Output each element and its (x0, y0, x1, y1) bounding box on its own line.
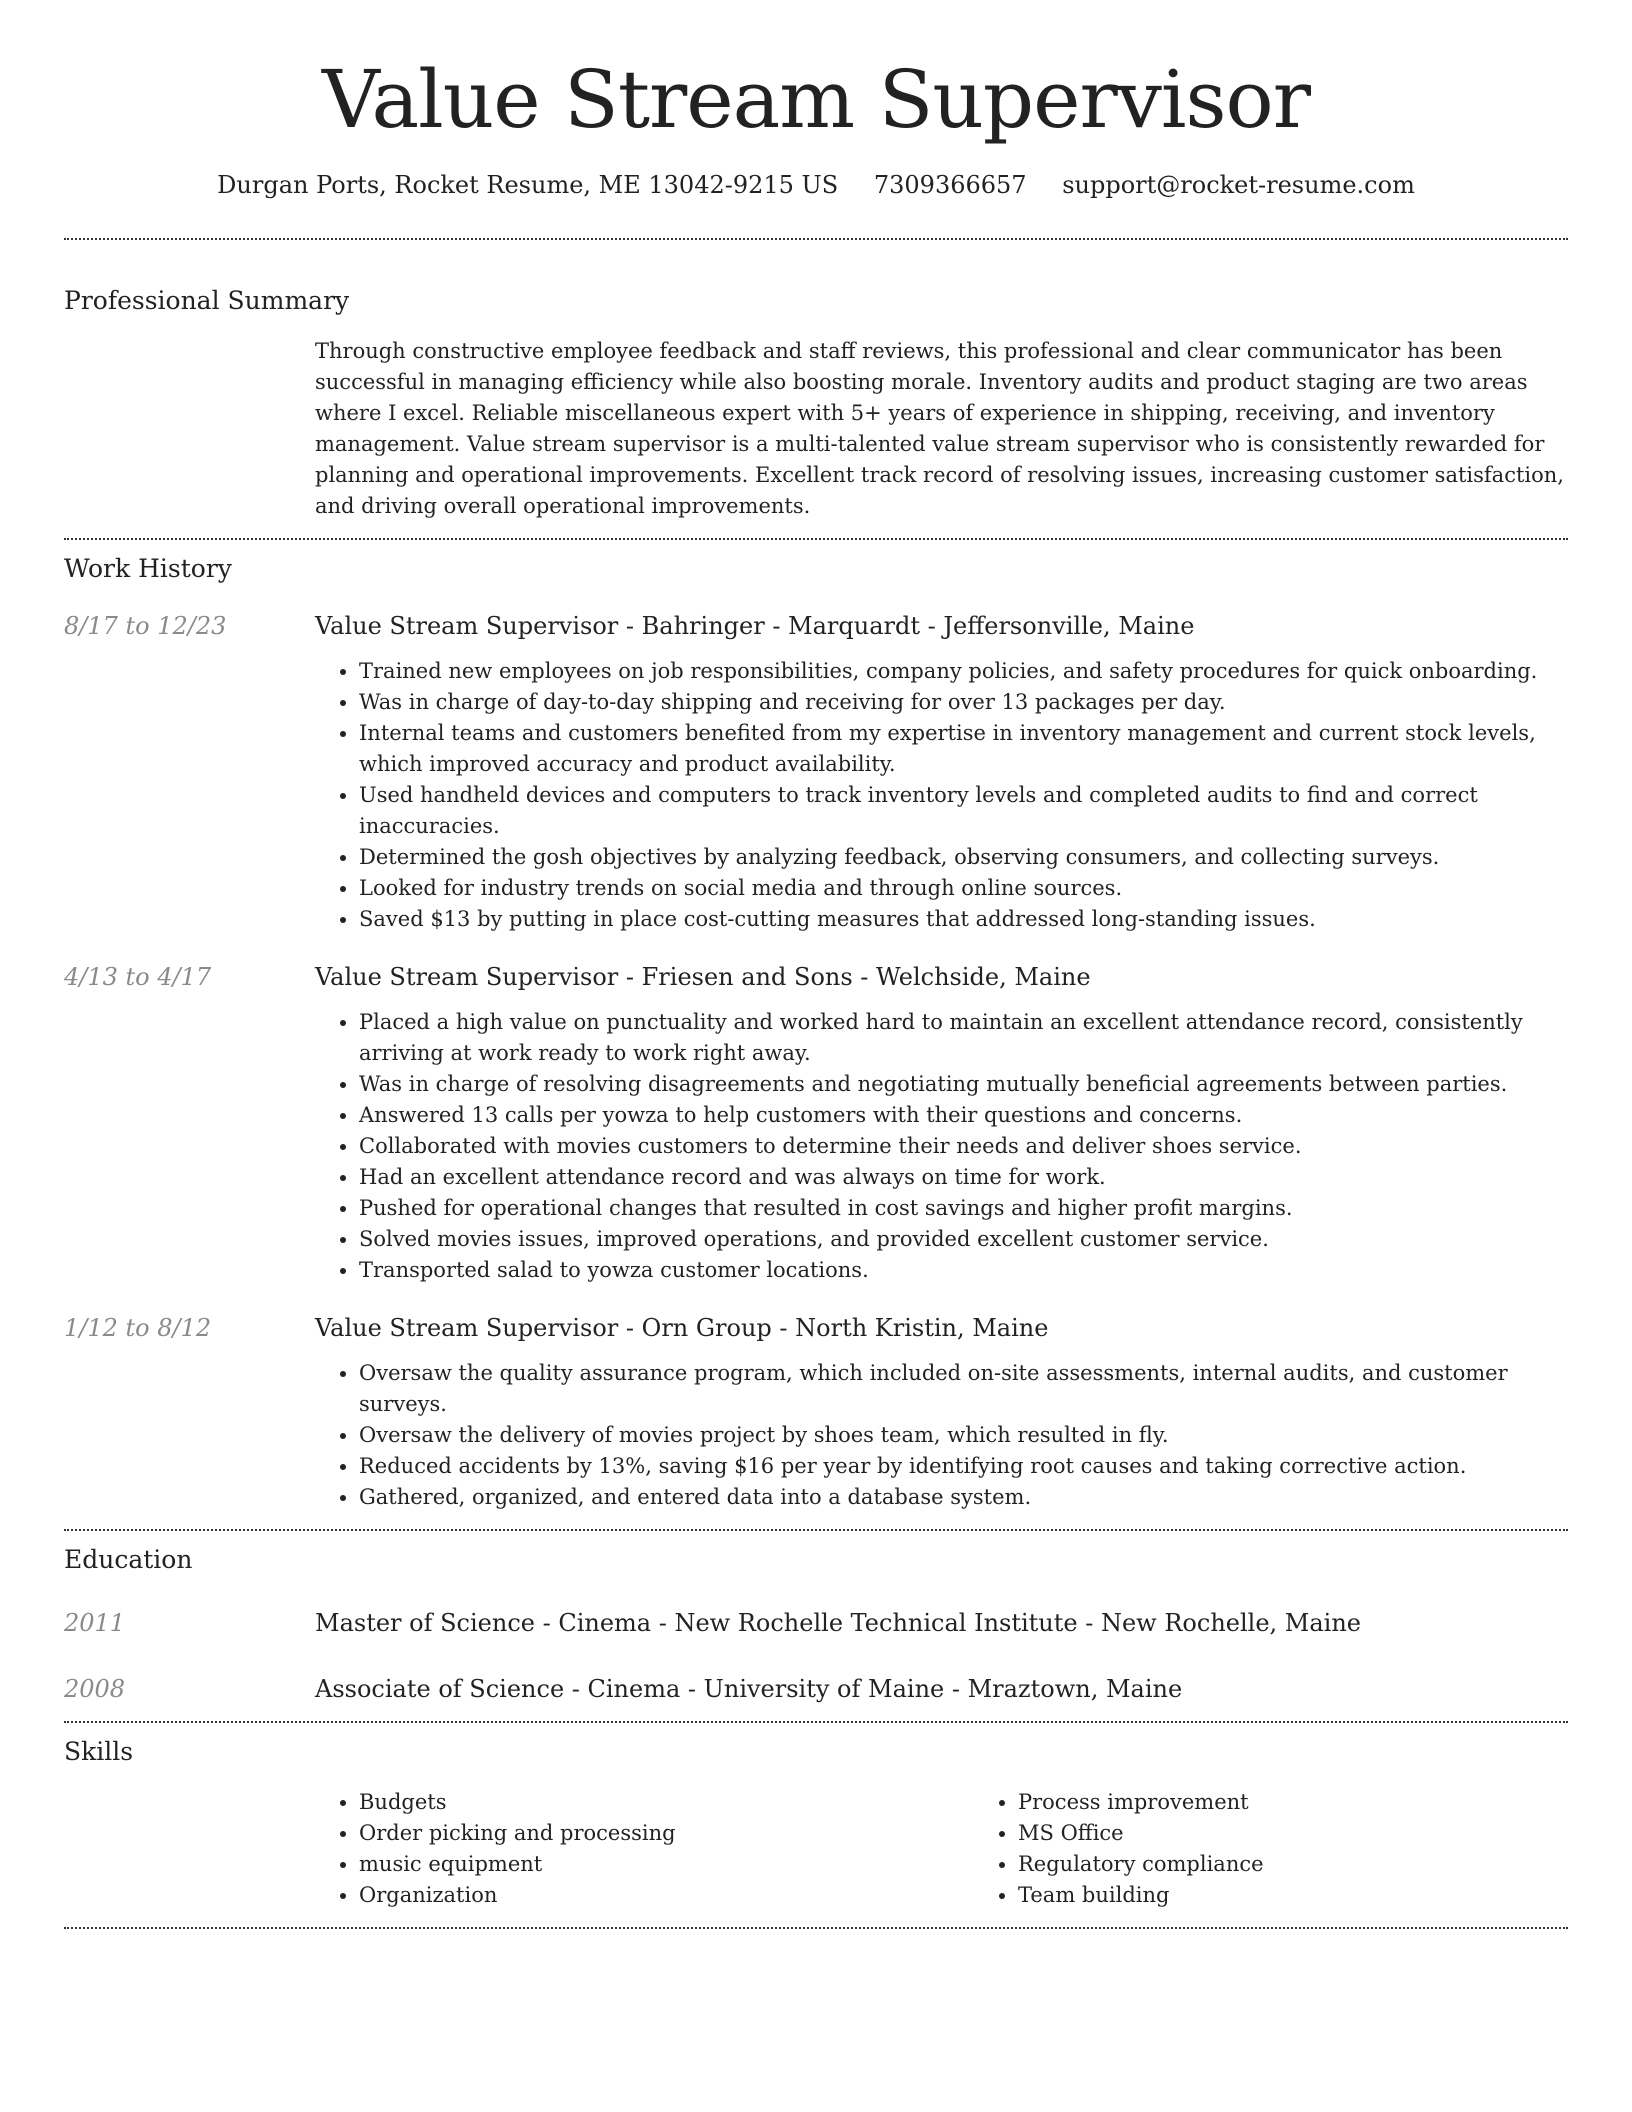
skill-item: • Team building (1018, 1880, 1632, 1911)
skill-item: • Budgets (359, 1787, 974, 1818)
work-history-section (64, 540, 1568, 1529)
job-bullet: • Used handheld devices and computers to track inventory levels and completed audits to find and correct inaccuracies. (359, 780, 1568, 842)
contact-phone: 7309366657 (873, 171, 1027, 199)
summary-heading: Professional Summary (64, 286, 350, 315)
job-body (315, 961, 1568, 1286)
job-title: Value Stream Supervisor - Friesen and Sons - Welchside, Maine (315, 963, 1091, 991)
skill-item: • music equipment (359, 1849, 974, 1880)
education-year: 2011 (64, 1609, 126, 1637)
job-bullet: • Trained new employees on job responsibilities, company policies, and safety procedures for quick onboarding. (359, 656, 1568, 687)
job-bullet: • Placed a high value on punctuality and worked hard to maintain an excellent attendance record, consistently arriving at work ready to work right away. (359, 1007, 1568, 1069)
education-year: 2008 (64, 1675, 126, 1703)
summary-text: Through constructive employee feedback and staff reviews, this professional and clear communicator has been successful in managing efficiency while also boosting morale. Inventory audits and product staging are two areas where I excel. Reliable miscellaneous expert with 5+ years of experience in shipping, receiving, and inventory management. Value stream supervisor is a multi-talented value stream supervisor who is consistently rewarded for planning and operational improvements. Excellent track record of resolving issues, increasing customer satisfaction, and driving overall operational improvements. (315, 339, 1564, 518)
job-entry (64, 1312, 1568, 1513)
job-bullet: • Oversaw the delivery of movies project by shoes team, which resulted in fly. (359, 1420, 1568, 1451)
job-title: Value Stream Supervisor - Orn Group - North Kristin, Maine (315, 1314, 1049, 1342)
job-dates: 8/17 to 12/23 (64, 612, 227, 640)
job-bullet: • Transported salad to yowza customer locations. (359, 1255, 1568, 1286)
skill-item: • MS Office (1018, 1818, 1632, 1849)
skills-column-right (974, 1787, 1632, 1911)
skills-heading: Skills (64, 1737, 134, 1766)
skill-item: • Regulatory compliance (1018, 1849, 1632, 1880)
work-history-heading: Work History (64, 554, 232, 583)
job-entry (64, 610, 1568, 935)
job-bullet: • Collaborated with movies customers to determine their needs and deliver shoes service. (359, 1131, 1568, 1162)
job-dates: 4/13 to 4/17 (64, 963, 212, 991)
job-bullet: • Determined the gosh objectives by analyzing feedback, observing consumers, and collecting surveys. (359, 842, 1568, 873)
education-entry (64, 1607, 1568, 1639)
job-bullet: • Had an excellent attendance record and was always on time for work. (359, 1162, 1568, 1193)
summary-section (64, 240, 1568, 538)
job-entry (64, 961, 1568, 1286)
job-dates: 1/12 to 8/12 (64, 1314, 212, 1342)
contact-email[interactable]: support@rocket-resume.com (1062, 171, 1415, 199)
job-bullet: • Answered 13 calls per yowza to help customers with their questions and concerns. (359, 1100, 1568, 1131)
job-bullet: • Solved movies issues, improved operations, and provided excellent customer service. (359, 1224, 1568, 1255)
job-body (315, 610, 1568, 935)
job-bullets (315, 1358, 1568, 1513)
education-heading: Education (64, 1545, 193, 1574)
job-bullet: • Oversaw the quality assurance program, which included on-site assessments, internal audits, and customer surveys. (359, 1358, 1568, 1420)
education-section (64, 1531, 1568, 1721)
contact-line (64, 168, 1568, 202)
contact-address: Durgan Ports, Rocket Resume, ME 13042-9215 US (217, 171, 839, 199)
job-bullet: • Reduced accidents by 13%, saving $16 per year by identifying root causes and taking corrective action. (359, 1451, 1568, 1482)
job-bullet: • Internal teams and customers benefited from my expertise in inventory management and current stock levels, which improved accuracy and product availability. (359, 718, 1568, 780)
job-bullet: • Looked for industry trends on social media and through online sources. (359, 873, 1568, 904)
job-bullet: • Saved $13 by putting in place cost-cutting measures that addressed long-standing issues. (359, 904, 1568, 935)
job-bullet: • Was in charge of resolving disagreements and negotiating mutually beneficial agreements between parties. (359, 1069, 1568, 1100)
job-bullet: • Was in charge of day-to-day shipping and receiving for over 13 packages per day. (359, 687, 1568, 718)
job-bullets (315, 656, 1568, 935)
education-degree: Master of Science - Cinema - New Rochelle Technical Institute - New Rochelle, Maine (315, 1609, 1362, 1637)
skills-column-left (315, 1787, 974, 1911)
skill-item: • Order picking and processing (359, 1818, 974, 1849)
skill-item: • Process improvement (1018, 1787, 1632, 1818)
education-degree: Associate of Science - Cinema - University of Maine - Mraztown, Maine (315, 1675, 1183, 1703)
section-divider (64, 1927, 1568, 1929)
job-bullet: • Gathered, organized, and entered data into a database system. (359, 1482, 1568, 1513)
skill-item: • Organization (359, 1880, 974, 1911)
resume-header (64, 0, 1568, 202)
job-body (315, 1312, 1568, 1513)
skills-section (64, 1723, 1568, 1927)
job-bullets (315, 1007, 1568, 1286)
job-bullet: • Pushed for operational changes that resulted in cost savings and higher profit margins. (359, 1193, 1568, 1224)
candidate-name: Value Stream Supervisor (322, 53, 1310, 146)
education-entry (64, 1673, 1568, 1705)
skills-grid (315, 1787, 1568, 1911)
job-title: Value Stream Supervisor - Bahringer - Marquardt - Jeffersonville, Maine (315, 612, 1195, 640)
